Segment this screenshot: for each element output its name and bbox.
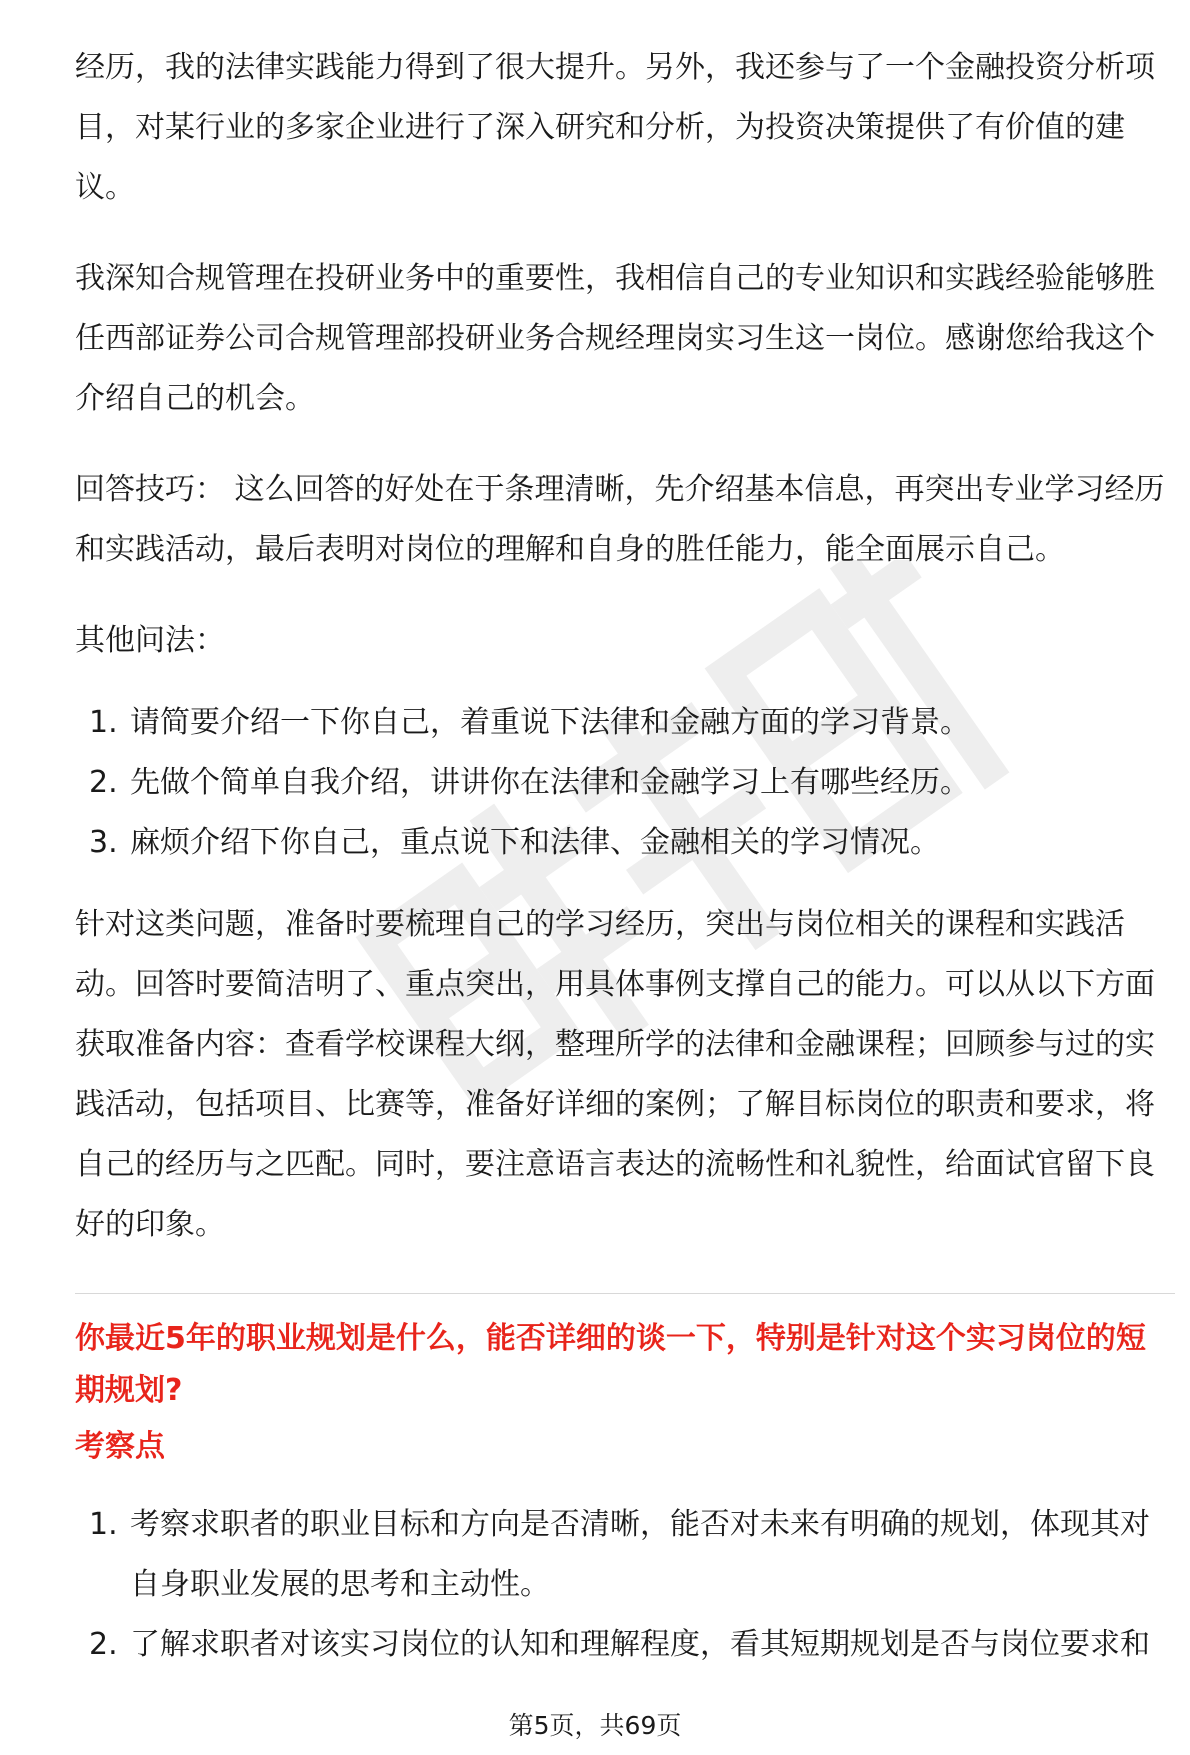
page-footer: 第5页，共69页: [508, 1711, 682, 1740]
document-page: [75, 38, 1175, 1675]
assessment-points-list: [75, 1495, 1175, 1675]
paragraph-answer-tips: 回答技巧： 这么回答的好处在于条理清晰，先介绍基本信息，再突出专业学习经历和实践活动，最后表明对岗位的理解和自身的胜任能力，能全面展示自己。: [75, 472, 1165, 567]
list-item-number: 1.: [89, 705, 118, 740]
list-item-number: 1.: [89, 1507, 118, 1542]
list-item-text: 先做个简单自我介绍，讲讲你在法律和金融学习上有哪些经历。: [130, 765, 970, 800]
list-item-text: 了解求职者对该实习岗位的认知和理解程度，看其短期规划是否与岗位要求和: [130, 1627, 1150, 1662]
other-questions-label: 其他问法：: [75, 623, 225, 658]
list-item-text: 请简要介绍一下你自己，着重说下法律和金融方面的学习背景。: [130, 705, 970, 740]
list-item-text: 考察求职者的职业目标和方向是否清晰，能否对未来有明确的规划，体现其对自身职业发展的思考和主动性。: [130, 1507, 1150, 1602]
list-item: [75, 813, 1175, 873]
question-title: 你最近5年的职业规划是什么，能否详细的谈一下，特别是针对这个实习岗位的短期规划?: [75, 1321, 1146, 1408]
paragraph-conclusion: 我深知合规管理在投研业务中的重要性，我相信自己的专业知识和实践经验能够胜任西部证券公司合规管理部投研业务合规经理岗实习生这一岗位。感谢您给我这个介绍自己的机会。: [75, 261, 1155, 416]
list-item: [75, 1615, 1175, 1675]
list-item-number: 3.: [89, 825, 118, 860]
list-item-number: 2.: [89, 1627, 118, 1662]
list-item: [75, 753, 1175, 813]
other-questions-list: [75, 693, 1175, 873]
list-item-text: 麻烦介绍下你自己，重点说下和法律、金融相关的学习情况。: [130, 825, 940, 860]
paragraph-preparation: 针对这类问题，准备时要梳理自己的学习经历，突出与岗位相关的课程和实践活动。回答时要简洁明了、重点突出，用具体事例支撑自己的能力。可以从以下方面获取准备内容：查看学校课程大纲，整理所学的法律和金融课程；回顾参与过的实践活动，包括项目、比赛等，准备好详细的案例；了解目标岗位的职责和要求，将自己的经历与之匹配。同时，要注意语言表达的流畅性和礼貌性，给面试官留下良好的印象。: [75, 907, 1155, 1242]
list-item-number: 2.: [89, 765, 118, 800]
list-item: [75, 693, 1175, 753]
list-item: [75, 1495, 1175, 1615]
section-heading-assessment: 考察点: [75, 1429, 165, 1464]
paragraph-experience: 经历，我的法律实践能力得到了很大提升。另外，我还参与了一个金融投资分析项目，对某行业的多家企业进行了深入研究和分析，为投资决策提供了有价值的建议。: [75, 50, 1155, 205]
